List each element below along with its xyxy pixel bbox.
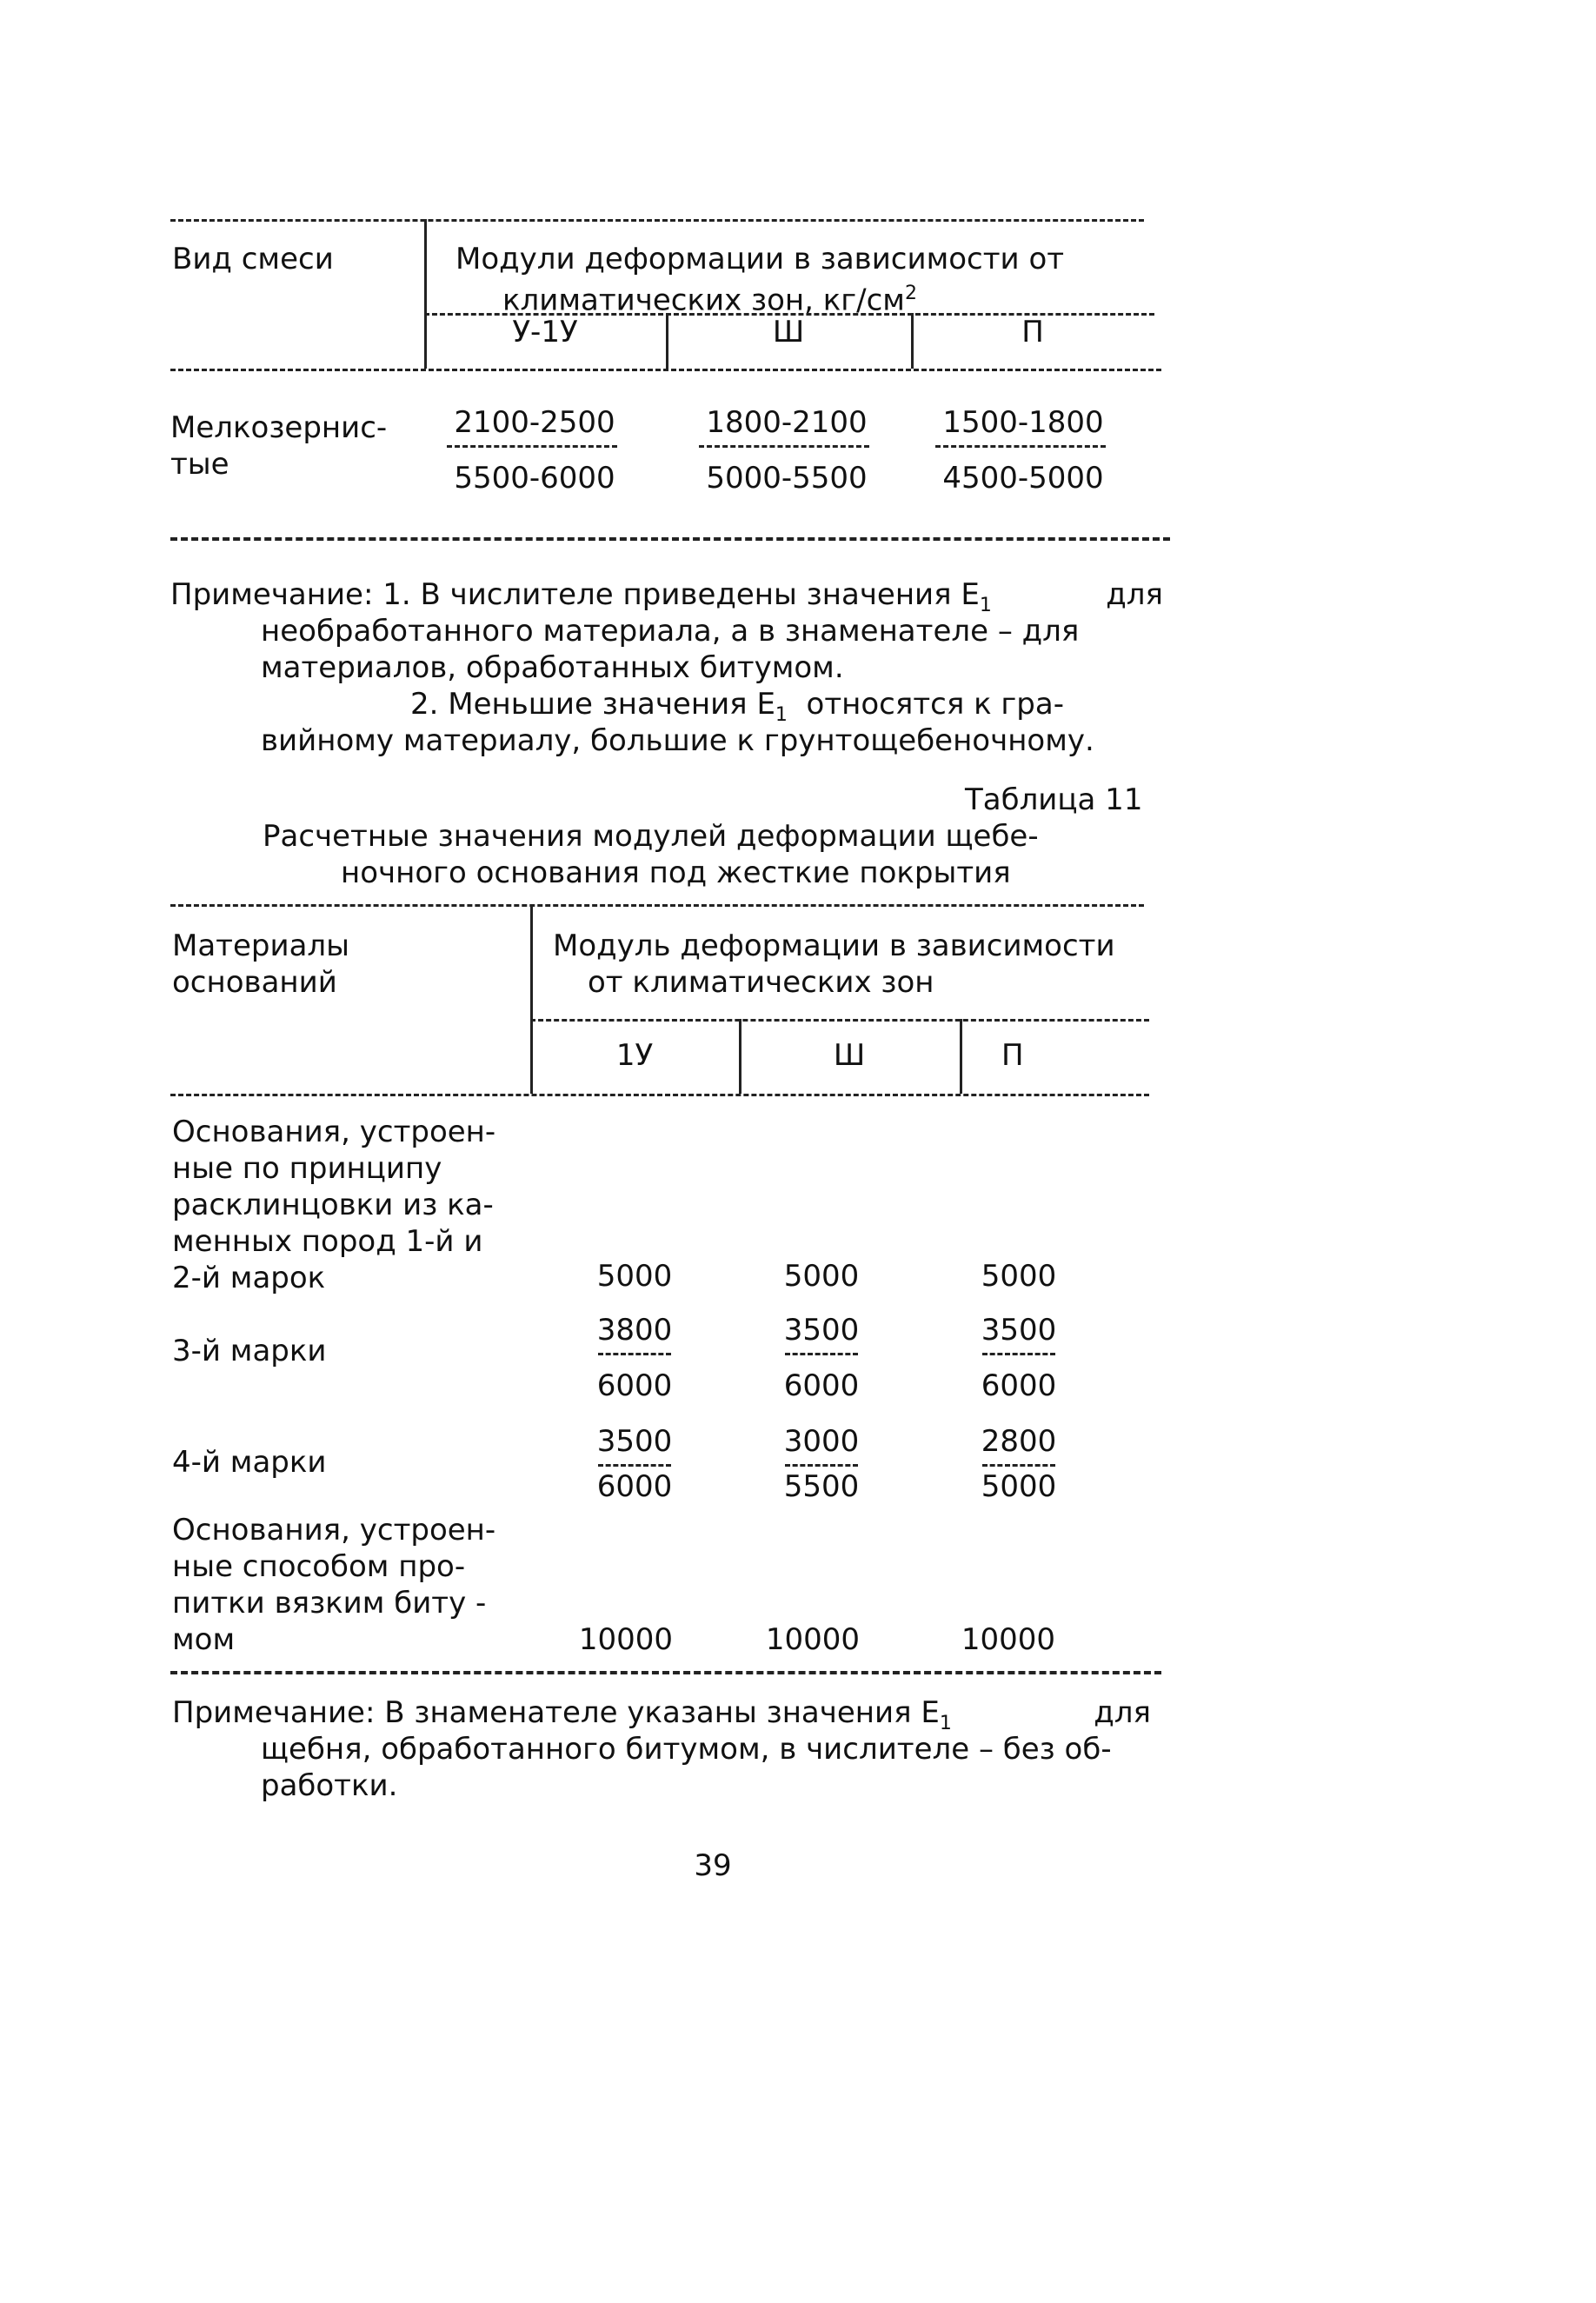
table10-denominator-1: 5500-6000 [454,461,615,496]
table10-fraction-line-1 [447,445,617,448]
table10-fraction-line-3 [935,445,1106,448]
table11-row-grade12-value-1: 5000 [596,1259,673,1294]
table11-col-modulus-line2: от климатических зон [588,965,934,1000]
table11-row-bitumen-value-1: 10000 [578,1622,674,1657]
table11-row-grade4-num-2: 3000 [783,1424,860,1459]
table11-title-line2: ночного основания под жесткие покрытия [341,855,1011,890]
table10-denominator-3: 4500-5000 [942,461,1104,496]
table10-numerator-1: 2100-2500 [454,405,615,440]
table10-col-modulus-header-line1: Модули деформации в зависимости от [456,242,1065,276]
table10-numerator-2: 1800-2100 [706,405,868,440]
table11-row-grade4-den-2: 5500 [783,1469,860,1504]
table10-zone-2: Ш [772,315,805,349]
table11-row-grade3-fraction-line-2 [785,1353,858,1355]
note1-line4: 2. Меньшие значения $E_1$ относятся к гра- [410,687,1064,726]
table11-row-grade3-num-1: 3800 [596,1313,673,1348]
table11-row-grade3-den-3: 6000 [981,1368,1057,1403]
table11-group1-line2: ные по принципу [172,1151,442,1186]
note1-line1-end: для [1106,577,1163,612]
table11-zone-1: 1У [615,1038,654,1073]
table11-row-grade12-label: 2-й марок [172,1261,326,1295]
table11-zone-3: П [1001,1038,1024,1073]
note2-line1-end: для [1094,1695,1151,1730]
table11-row-bitumen-value-2: 10000 [765,1622,861,1657]
note2-line1: Примечание: В знаменателе указаны значения $E_1$ [172,1695,952,1734]
table10-row-label-line2: тые [170,447,229,482]
table11-row-grade3-num-3: 3500 [981,1313,1057,1348]
table11-group1-line3: расклинцовки из ка- [172,1188,494,1222]
note1-line1: Примечание: 1. В числителе приведены значения $E_1$ [170,577,992,616]
table10-bottom-rule [170,537,1170,541]
note1-line3: материалов, обработанных битумом. [261,650,844,685]
table11-col-modulus-line1: Модуль деформации в зависимости [553,929,1115,963]
table10-zone-3: П [1021,315,1044,349]
table10-fraction-line-2 [699,445,869,448]
table11-row-grade4-num-3: 2800 [981,1424,1057,1459]
table10-denominator-2: 5000-5500 [706,461,868,496]
table10-zone-1: У-1У [512,315,578,349]
table11-row-bitumen-value-3: 10000 [961,1622,1056,1657]
table10-numerator-3: 1500-1800 [942,405,1104,440]
table11-row-grade3-den-2: 6000 [783,1368,860,1403]
table11-row-grade3-num-2: 3500 [783,1313,860,1348]
table11-row-grade3-fraction-line-1 [598,1353,671,1355]
table11-zone-rule [530,1019,1149,1022]
table11-group1-line1: Основания, устроен- [172,1115,496,1149]
table11-col-materials-line1: Материалы [172,929,349,963]
note2-line3: работки. [261,1768,398,1803]
table11-group2-line2: ные способом про- [172,1549,466,1584]
table11-group1-line4: менных пород 1-й и [172,1224,483,1259]
page-number: 39 [694,1848,732,1883]
table10-col-modulus-header-line2: климатических зон, $кг/см^2$ [502,283,917,318]
table11-top-rule [170,904,1144,907]
table11-row-grade3-fraction-line-3 [982,1353,1055,1355]
table11-title-line1: Расчетные значения модулей деформации щебе- [263,819,1039,854]
table11-row-grade12-value-3: 5000 [981,1259,1057,1294]
table11-row-grade4-fraction-line-3 [982,1464,1055,1467]
table11-row-grade4-num-1: 3500 [596,1424,673,1459]
table11-row-grade4-label: 4-й марки [172,1445,327,1480]
table11-row-grade12-value-2: 5000 [783,1259,860,1294]
table11-group2-line1: Основания, устроен- [172,1513,496,1548]
table10-row-label-line1: Мелкозернис- [170,410,388,445]
table11-row-grade4-den-1: 6000 [596,1469,673,1504]
table10-header-bottom-rule [170,369,1161,371]
table11-zone-2: Ш [833,1038,866,1073]
table11-row-grade4-den-3: 5000 [981,1469,1057,1504]
table11-row-grade4-fraction-line-2 [785,1464,858,1467]
table10-top-rule [170,219,1144,222]
table11-row-grade3-label: 3-й марки [172,1334,327,1368]
table11-col-materials-line2: оснований [172,965,337,1000]
table11-row-grade4-fraction-line-1 [598,1464,671,1467]
table11-row-bitumen-label: мом [172,1622,236,1657]
table11-group2-line3: питки вязким биту - [172,1586,487,1621]
table11-header-bottom-rule [170,1094,1149,1096]
note1-line5: вийному материалу, большие к грунтощебеночному. [261,723,1094,758]
table11-bottom-rule [170,1671,1161,1674]
table10-col-mix-header: Вид смеси [172,242,334,276]
note2-line2: щебня, обработанного битумом, в числителе – без об- [261,1732,1112,1767]
table11-zone-divider-2 [960,1019,962,1094]
table11-row-grade3-den-1: 6000 [596,1368,673,1403]
note1-line2: необработанного материала, а в знаменателе – для [261,614,1080,649]
table11-label: Таблица 11 [965,782,1143,817]
